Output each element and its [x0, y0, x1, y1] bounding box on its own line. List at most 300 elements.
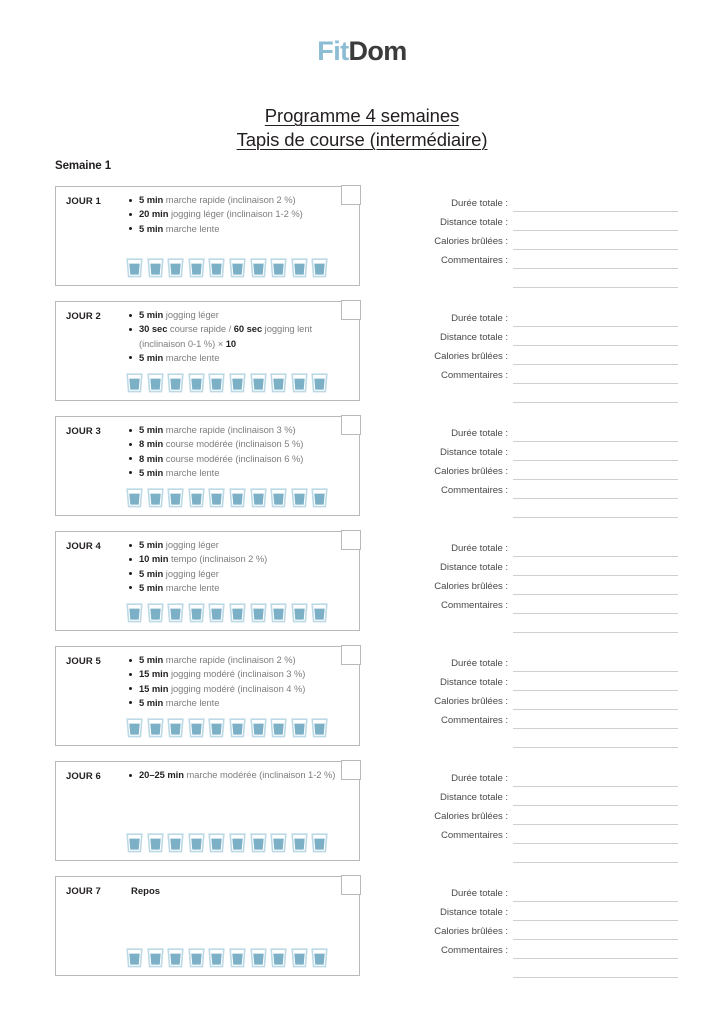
glass-shape — [311, 258, 328, 278]
workout-step: 5 min marche lente — [128, 466, 356, 480]
water-glass-icon[interactable] — [208, 833, 225, 853]
water-glass-icon[interactable] — [167, 488, 184, 508]
water-glass-icon[interactable] — [188, 373, 205, 393]
day-card — [55, 416, 360, 516]
workout-step: 15 min jogging modéré (inclinaison 4 %) — [128, 682, 356, 696]
page-title — [0, 104, 724, 152]
log-row — [398, 269, 678, 288]
log-row — [398, 365, 678, 384]
glass-shape — [167, 833, 184, 853]
workout-step: 5 min marche lente — [128, 351, 356, 365]
workout-step: 15 min jogging modéré (inclinaison 3 %) — [128, 667, 356, 681]
log-field-label: Durée totale : — [451, 658, 508, 669]
log-field-label: Commentaires : — [440, 485, 508, 496]
log-field-label: Distance totale : — [440, 447, 508, 458]
log-field-input[interactable] — [513, 659, 678, 672]
log-field-input[interactable] — [513, 582, 678, 595]
log-field-input[interactable] — [513, 486, 678, 499]
water-glass-icon[interactable] — [291, 948, 308, 968]
water-glass-icon[interactable] — [311, 488, 328, 508]
glass-shape — [311, 718, 328, 738]
log-field-input[interactable] — [513, 256, 678, 269]
day-label: JOUR 7 — [66, 886, 101, 897]
workout-step: 5 min marche lente — [128, 696, 356, 710]
glass-shape — [291, 373, 308, 393]
water-glass-icon[interactable] — [250, 718, 267, 738]
water-glass-icon[interactable] — [188, 488, 205, 508]
glass-shape — [126, 488, 143, 508]
log-field-input[interactable] — [513, 275, 678, 288]
log-row — [398, 691, 678, 710]
hydration-tracker — [126, 833, 328, 853]
glass-shape — [147, 373, 164, 393]
water-glass-icon[interactable] — [229, 488, 246, 508]
water-glass-icon[interactable] — [126, 258, 143, 278]
water-glass-icon[interactable] — [291, 373, 308, 393]
workout-step: 5 min marche rapide (inclinaison 2 %) — [128, 193, 356, 207]
water-glass-icon[interactable] — [126, 603, 143, 623]
glass-shape — [291, 718, 308, 738]
day-log-form — [398, 423, 678, 518]
log-field-input[interactable] — [513, 678, 678, 691]
day-log-form — [398, 768, 678, 863]
log-field-label: Durée totale : — [451, 313, 508, 324]
water-glass-icon[interactable] — [208, 373, 225, 393]
glass-shape — [311, 373, 328, 393]
workout-step: 5 min jogging léger — [128, 567, 356, 581]
glass-shape — [229, 603, 246, 623]
glass-shape — [229, 718, 246, 738]
workout-step-list — [128, 768, 356, 782]
workout-step: 5 min marche lente — [128, 222, 356, 236]
log-field-label: Commentaires : — [440, 600, 508, 611]
glass-shape — [229, 488, 246, 508]
water-glass-icon[interactable] — [147, 373, 164, 393]
log-field-input[interactable] — [513, 467, 678, 480]
log-row — [398, 480, 678, 499]
day-card — [55, 301, 360, 401]
glass-shape — [229, 833, 246, 853]
workout-step: 5 min jogging léger — [128, 308, 356, 322]
water-glass-icon[interactable] — [188, 833, 205, 853]
water-glass-icon[interactable] — [188, 948, 205, 968]
glass-shape — [229, 258, 246, 278]
water-glass-icon[interactable] — [311, 603, 328, 623]
glass-shape — [270, 488, 287, 508]
log-row — [398, 806, 678, 825]
water-glass-icon[interactable] — [229, 373, 246, 393]
water-glass-icon[interactable] — [311, 833, 328, 853]
log-row — [398, 959, 678, 978]
logo-text-primary: Fit — [317, 36, 349, 66]
water-glass-icon[interactable] — [167, 258, 184, 278]
log-field-input[interactable] — [513, 352, 678, 365]
log-field-input[interactable] — [513, 697, 678, 710]
day-card — [55, 646, 360, 746]
glass-shape — [229, 373, 246, 393]
workout-step-list — [128, 653, 356, 710]
log-row — [398, 423, 678, 442]
log-field-input[interactable] — [513, 237, 678, 250]
log-field-input[interactable] — [513, 314, 678, 327]
log-field-label: Durée totale : — [451, 773, 508, 784]
day-row — [0, 186, 724, 301]
glass-shape — [311, 833, 328, 853]
workout-step: 30 sec course rapide / 60 sec jogging lent (inclinaison 0-1 %) × 10 — [128, 322, 356, 351]
glass-shape — [270, 718, 287, 738]
water-glass-icon[interactable] — [147, 488, 164, 508]
water-glass-icon[interactable] — [291, 488, 308, 508]
log-row — [398, 212, 678, 231]
water-glass-icon[interactable] — [311, 258, 328, 278]
log-field-input[interactable] — [513, 965, 678, 978]
log-field-label: Commentaires : — [440, 255, 508, 266]
log-field-label: Durée totale : — [451, 198, 508, 209]
glass-shape — [188, 258, 205, 278]
log-field-label: Commentaires : — [440, 370, 508, 381]
water-glass-icon[interactable] — [126, 718, 143, 738]
water-glass-icon[interactable] — [167, 948, 184, 968]
glass-shape — [147, 718, 164, 738]
glass-shape — [270, 603, 287, 623]
water-glass-icon[interactable] — [167, 718, 184, 738]
glass-shape — [291, 258, 308, 278]
hydration-tracker — [126, 488, 328, 508]
water-glass-icon[interactable] — [229, 258, 246, 278]
logo-text — [317, 38, 406, 65]
water-glass-icon[interactable] — [188, 603, 205, 623]
glass-shape — [250, 833, 267, 853]
log-field-input[interactable] — [513, 774, 678, 787]
log-field-label: Distance totale : — [440, 332, 508, 343]
water-glass-icon[interactable] — [126, 373, 143, 393]
glass-shape — [311, 603, 328, 623]
glass-shape — [250, 258, 267, 278]
glass-shape — [147, 258, 164, 278]
log-row — [398, 768, 678, 787]
glass-shape — [126, 603, 143, 623]
water-glass-icon[interactable] — [250, 948, 267, 968]
water-glass-icon[interactable] — [270, 948, 287, 968]
glass-shape — [188, 833, 205, 853]
glass-shape — [167, 258, 184, 278]
water-glass-icon[interactable] — [167, 603, 184, 623]
glass-shape — [167, 948, 184, 968]
log-field-label: Durée totale : — [451, 428, 508, 439]
workout-step: 5 min marche rapide (inclinaison 3 %) — [128, 423, 356, 437]
water-glass-icon[interactable] — [250, 833, 267, 853]
workout-step-list — [128, 193, 356, 236]
log-field-input[interactable] — [513, 908, 678, 921]
glass-shape — [147, 833, 164, 853]
day-complete-checkbox[interactable] — [341, 875, 361, 895]
water-glass-icon[interactable] — [311, 373, 328, 393]
water-glass-icon[interactable] — [229, 718, 246, 738]
log-field-input[interactable] — [513, 505, 678, 518]
log-field-input[interactable] — [513, 793, 678, 806]
water-glass-icon[interactable] — [188, 718, 205, 738]
glass-shape — [167, 603, 184, 623]
glass-shape — [250, 373, 267, 393]
log-field-input[interactable] — [513, 390, 678, 403]
logo-text-secondary: Dom — [348, 36, 407, 66]
water-glass-icon[interactable] — [188, 258, 205, 278]
glass-shape — [167, 718, 184, 738]
glass-shape — [147, 488, 164, 508]
glass-shape — [270, 948, 287, 968]
log-row — [398, 576, 678, 595]
rest-day-label: Repos — [131, 886, 161, 897]
day-card — [55, 761, 360, 861]
log-field-input[interactable] — [513, 429, 678, 442]
water-glass-icon[interactable] — [167, 373, 184, 393]
log-field-label: Calories brûlées : — [434, 696, 508, 707]
water-glass-icon[interactable] — [229, 833, 246, 853]
log-row — [398, 557, 678, 576]
water-glass-icon[interactable] — [270, 603, 287, 623]
water-glass-icon[interactable] — [208, 488, 225, 508]
glass-shape — [311, 488, 328, 508]
log-field-input[interactable] — [513, 544, 678, 557]
log-field-input[interactable] — [513, 448, 678, 461]
water-glass-icon[interactable] — [291, 718, 308, 738]
day-row — [0, 301, 724, 416]
workout-step-list — [128, 423, 356, 480]
log-field-label: Commentaires : — [440, 830, 508, 841]
glass-shape — [167, 373, 184, 393]
hydration-tracker — [126, 718, 328, 738]
day-row — [0, 761, 724, 876]
glass-shape — [291, 603, 308, 623]
glass-shape — [188, 488, 205, 508]
water-glass-icon[interactable] — [208, 258, 225, 278]
water-glass-icon[interactable] — [311, 718, 328, 738]
glass-shape — [126, 833, 143, 853]
water-glass-icon[interactable] — [229, 948, 246, 968]
day-card — [55, 876, 360, 976]
day-row — [0, 416, 724, 531]
log-field-input[interactable] — [513, 850, 678, 863]
day-list — [0, 186, 724, 994]
log-row — [398, 231, 678, 250]
water-glass-icon[interactable] — [270, 488, 287, 508]
workout-step: 10 min tempo (inclinaison 2 %) — [128, 552, 356, 566]
water-glass-icon[interactable] — [291, 258, 308, 278]
water-glass-icon[interactable] — [250, 488, 267, 508]
log-field-label: Distance totale : — [440, 907, 508, 918]
log-field-label: Durée totale : — [451, 543, 508, 554]
water-glass-icon[interactable] — [208, 603, 225, 623]
glass-shape — [250, 718, 267, 738]
day-log-form — [398, 883, 678, 978]
log-row — [398, 844, 678, 863]
log-field-input[interactable] — [513, 563, 678, 576]
log-row — [398, 787, 678, 806]
log-row — [398, 595, 678, 614]
log-field-input[interactable] — [513, 735, 678, 748]
log-row — [398, 614, 678, 633]
glass-shape — [208, 718, 225, 738]
day-label: JOUR 1 — [66, 196, 101, 207]
log-field-input[interactable] — [513, 620, 678, 633]
log-field-input[interactable] — [513, 831, 678, 844]
log-row — [398, 346, 678, 365]
hydration-tracker — [126, 948, 328, 968]
water-glass-icon[interactable] — [229, 603, 246, 623]
glass-shape — [250, 948, 267, 968]
water-glass-icon[interactable] — [126, 488, 143, 508]
hydration-tracker — [126, 373, 328, 393]
log-row — [398, 442, 678, 461]
water-glass-icon[interactable] — [270, 718, 287, 738]
day-label: JOUR 3 — [66, 426, 101, 437]
water-glass-icon[interactable] — [311, 948, 328, 968]
water-glass-icon[interactable] — [291, 603, 308, 623]
glass-shape — [208, 603, 225, 623]
log-row — [398, 193, 678, 212]
workout-step: 5 min jogging léger — [128, 538, 356, 552]
day-log-form — [398, 193, 678, 288]
water-glass-icon[interactable] — [270, 258, 287, 278]
water-glass-icon[interactable] — [147, 258, 164, 278]
water-glass-icon[interactable] — [250, 603, 267, 623]
glass-shape — [188, 603, 205, 623]
water-glass-icon[interactable] — [167, 833, 184, 853]
log-row — [398, 308, 678, 327]
log-field-input[interactable] — [513, 812, 678, 825]
log-field-label: Distance totale : — [440, 562, 508, 573]
log-field-label: Calories brûlées : — [434, 351, 508, 362]
log-row — [398, 672, 678, 691]
log-field-input[interactable] — [513, 333, 678, 346]
log-field-input[interactable] — [513, 716, 678, 729]
water-glass-icon[interactable] — [250, 258, 267, 278]
log-field-input[interactable] — [513, 218, 678, 231]
day-log-form — [398, 538, 678, 633]
log-field-input[interactable] — [513, 199, 678, 212]
water-glass-icon[interactable] — [208, 718, 225, 738]
log-row — [398, 710, 678, 729]
glass-shape — [188, 948, 205, 968]
log-field-input[interactable] — [513, 946, 678, 959]
page-title-line-2 — [0, 128, 724, 152]
log-field-label: Distance totale : — [440, 217, 508, 228]
workout-step-list — [128, 308, 356, 365]
workout-step: 8 min course modérée (inclinaison 6 %) — [128, 452, 356, 466]
week-label: Semaine 1 — [55, 160, 111, 172]
water-glass-icon[interactable] — [291, 833, 308, 853]
hydration-tracker — [126, 603, 328, 623]
glass-shape — [208, 833, 225, 853]
glass-shape — [147, 948, 164, 968]
glass-shape — [188, 373, 205, 393]
water-glass-icon[interactable] — [270, 373, 287, 393]
water-glass-icon[interactable] — [250, 373, 267, 393]
water-glass-icon[interactable] — [270, 833, 287, 853]
workout-step: 5 min marche rapide (inclinaison 2 %) — [128, 653, 356, 667]
day-label: JOUR 6 — [66, 771, 101, 782]
log-row — [398, 902, 678, 921]
log-field-label: Calories brûlées : — [434, 926, 508, 937]
glass-shape — [250, 603, 267, 623]
water-glass-icon[interactable] — [126, 833, 143, 853]
day-card — [55, 186, 360, 286]
workout-step: 20–25 min marche modérée (inclinaison 1-2 %) — [128, 768, 356, 782]
log-field-input[interactable] — [513, 371, 678, 384]
log-row — [398, 883, 678, 902]
glass-shape — [208, 948, 225, 968]
brand-logo — [0, 38, 724, 65]
day-log-form — [398, 653, 678, 748]
glass-shape — [270, 258, 287, 278]
log-row — [398, 653, 678, 672]
day-label: JOUR 4 — [66, 541, 101, 552]
page-title-line-1-text: Programme 4 semaines — [264, 105, 460, 126]
glass-shape — [126, 373, 143, 393]
glass-shape — [270, 833, 287, 853]
log-row — [398, 729, 678, 748]
log-field-input[interactable] — [513, 927, 678, 940]
log-field-label: Distance totale : — [440, 677, 508, 688]
log-field-input[interactable] — [513, 601, 678, 614]
glass-shape — [291, 833, 308, 853]
log-row — [398, 461, 678, 480]
glass-shape — [126, 718, 143, 738]
glass-shape — [126, 258, 143, 278]
glass-shape — [147, 603, 164, 623]
workout-step-list — [128, 538, 356, 595]
day-card — [55, 531, 360, 631]
log-field-label: Distance totale : — [440, 792, 508, 803]
log-field-label: Commentaires : — [440, 945, 508, 956]
workout-step: 5 min marche lente — [128, 581, 356, 595]
glass-shape — [126, 948, 143, 968]
log-row — [398, 499, 678, 518]
water-glass-icon[interactable] — [147, 603, 164, 623]
glass-shape — [208, 373, 225, 393]
water-glass-icon[interactable] — [208, 948, 225, 968]
glass-shape — [188, 718, 205, 738]
glass-shape — [291, 948, 308, 968]
log-row — [398, 538, 678, 557]
glass-shape — [208, 488, 225, 508]
glass-shape — [208, 258, 225, 278]
glass-shape — [250, 488, 267, 508]
log-row — [398, 940, 678, 959]
day-row — [0, 876, 724, 994]
log-row — [398, 384, 678, 403]
log-field-input[interactable] — [513, 889, 678, 902]
hydration-tracker — [126, 258, 328, 278]
page-title-line-2-text: Tapis de course (intermédiaire) — [236, 129, 488, 150]
water-glass-icon[interactable] — [147, 948, 164, 968]
log-field-label: Calories brûlées : — [434, 236, 508, 247]
log-field-label: Commentaires : — [440, 715, 508, 726]
log-field-label: Calories brûlées : — [434, 466, 508, 477]
log-field-label: Calories brûlées : — [434, 811, 508, 822]
water-glass-icon[interactable] — [147, 833, 164, 853]
water-glass-icon[interactable] — [147, 718, 164, 738]
day-label: JOUR 2 — [66, 311, 101, 322]
workout-step: 8 min course modérée (inclinaison 5 %) — [128, 437, 356, 451]
water-glass-icon[interactable] — [126, 948, 143, 968]
glass-shape — [167, 488, 184, 508]
glass-shape — [311, 948, 328, 968]
glass-shape — [270, 373, 287, 393]
glass-shape — [291, 488, 308, 508]
log-row — [398, 921, 678, 940]
log-row — [398, 327, 678, 346]
